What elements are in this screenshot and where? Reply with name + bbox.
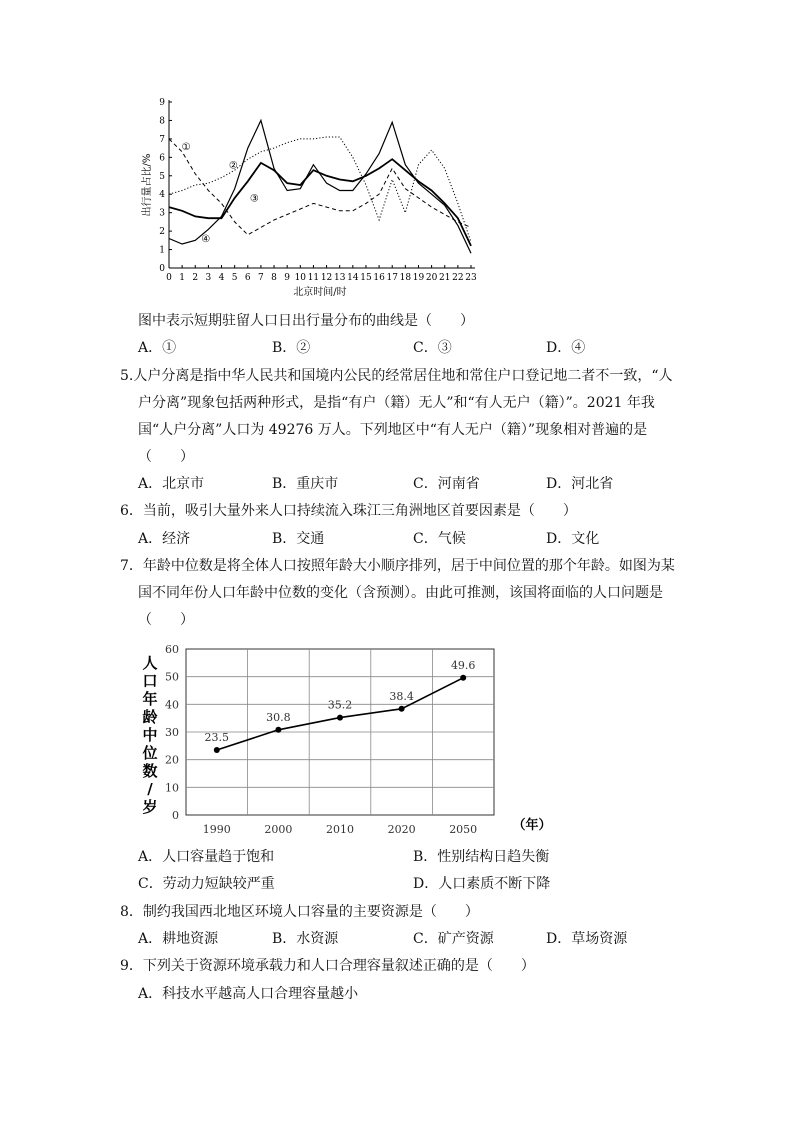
series-line bbox=[217, 678, 463, 750]
data-label: 49.6 bbox=[450, 658, 476, 672]
x-tick-label: 12 bbox=[320, 273, 333, 283]
median-age-chart bbox=[140, 638, 552, 838]
x-tick-label: 10 bbox=[294, 273, 307, 283]
q6-option-d[interactable]: D．文化 bbox=[546, 531, 600, 547]
x-tick-label: 2020 bbox=[387, 823, 416, 836]
data-label: 30.8 bbox=[266, 710, 291, 724]
x-tick-label: 2000 bbox=[264, 823, 293, 836]
y-axis-title-char: 龄 bbox=[142, 708, 158, 726]
q7-stem-line-3: （ ） bbox=[138, 612, 194, 628]
x-tick-label: 17 bbox=[386, 273, 398, 283]
x-tick-label: 11 bbox=[307, 273, 320, 283]
y-axis-title: 出行量占比/% bbox=[142, 153, 153, 217]
q5-stem-line-2: 户分离”现象包括两种形式，是指“有户（籍）无人”和“有人无户（籍）”。2021 年我 bbox=[138, 395, 655, 411]
x-tick-label: 14 bbox=[347, 273, 359, 283]
y-tick-label: 60 bbox=[165, 643, 179, 656]
y-axis-title-char: 口 bbox=[142, 672, 158, 690]
q7-stem-line-1: 7．年龄中位数是将全体人口按照年龄大小顺序排列，居于中间位置的那个年龄。如图为某 bbox=[120, 558, 675, 574]
q5-stem-line-1: 5.人户分离是指中华人民共和国境内公民的经常居住地和常住户口登记地二者不一致，“人 bbox=[120, 368, 673, 384]
x-tick-label: 18 bbox=[399, 273, 412, 283]
x-tick-label: 8 bbox=[271, 273, 277, 283]
q7-stem-line-2: 国不同年份人口年龄中位数的变化（含预测）。由此可推测，该国将面临的人口问题是 bbox=[138, 585, 663, 601]
q6-option-a[interactable]: A．经济 bbox=[138, 531, 191, 547]
x-tick-label: 3 bbox=[205, 273, 212, 283]
y-tick-label: 5 bbox=[159, 171, 165, 182]
y-tick-label: 30 bbox=[165, 726, 179, 739]
y-axis-title-char: 中 bbox=[142, 726, 158, 744]
x-tick-label: 7 bbox=[258, 273, 264, 283]
y-tick-label: 0 bbox=[172, 809, 179, 822]
q6-option-c[interactable]: C．气候 bbox=[413, 531, 466, 547]
q5-option-d[interactable]: D．河北省 bbox=[546, 476, 614, 492]
q8-option-c[interactable]: C．矿产资源 bbox=[413, 931, 494, 947]
data-point bbox=[399, 706, 405, 712]
q5-option-b[interactable]: B．重庆市 bbox=[272, 476, 339, 492]
x-tick-label: 0 bbox=[166, 273, 172, 283]
q4-stem: 图中表示短期驻留人口日出行量分布的曲线是（ ） bbox=[138, 313, 474, 329]
q8-option-b[interactable]: B．水资源 bbox=[272, 931, 339, 947]
data-point bbox=[460, 675, 466, 681]
data-label: 38.4 bbox=[389, 689, 414, 703]
x-tick-label: 9 bbox=[284, 273, 291, 283]
data-point bbox=[275, 727, 281, 733]
x-axis-title: 北京时间/时 bbox=[293, 287, 347, 298]
y-tick-label: 8 bbox=[159, 116, 165, 127]
series-label-2: ② bbox=[228, 160, 238, 172]
y-axis-title-char: 岁 bbox=[142, 798, 158, 816]
x-tick-label: 1990 bbox=[202, 823, 231, 836]
y-tick-label: 50 bbox=[165, 670, 179, 684]
x-tick-label: 19 bbox=[412, 273, 425, 283]
y-axis-title-char: 人 bbox=[142, 654, 158, 672]
y-axis-title-char: 年 bbox=[142, 690, 158, 708]
x-tick-label: 21 bbox=[439, 273, 451, 283]
y-tick-label: 7 bbox=[159, 134, 165, 145]
q6-stem: 6．当前，吸引大量外来人口持续流入珠江三角洲地区首要因素是（ ） bbox=[120, 503, 577, 519]
y-tick-label: 20 bbox=[165, 753, 179, 767]
y-tick-label: 2 bbox=[159, 227, 165, 238]
data-point bbox=[214, 747, 220, 753]
x-tick-label: 23 bbox=[465, 273, 477, 283]
x-tick-label: 22 bbox=[452, 273, 464, 283]
y-axis-title-char: / bbox=[147, 780, 153, 798]
series-label-1: ① bbox=[181, 141, 191, 153]
x-tick-label: 13 bbox=[333, 273, 346, 283]
x-axis-title: （年） bbox=[512, 818, 552, 833]
q7-option-c[interactable]: C．劳动力短缺较严重 bbox=[138, 876, 275, 892]
q7-option-d[interactable]: D．人口素质不断下降 bbox=[413, 876, 551, 892]
q8-stem: 8．制约我国西北地区环境人口容量的主要资源是（ ） bbox=[120, 904, 479, 920]
y-tick-label: 40 bbox=[165, 698, 179, 712]
y-tick-label: 9 bbox=[159, 98, 165, 108]
x-tick-label: 4 bbox=[218, 273, 225, 283]
q5-stem-line-4: （ ） bbox=[138, 449, 194, 465]
q4-option-b[interactable]: B．② bbox=[272, 340, 311, 356]
x-tick-label: 20 bbox=[425, 273, 438, 283]
q7-option-b[interactable]: B．性别结构日趋失衡 bbox=[413, 849, 550, 865]
x-tick-label: 15 bbox=[360, 273, 372, 283]
y-tick-label: 3 bbox=[159, 208, 165, 219]
y-tick-label: 4 bbox=[159, 190, 165, 201]
data-label: 35.2 bbox=[327, 698, 353, 712]
q4-option-d[interactable]: D．④ bbox=[546, 340, 586, 356]
series-label-4: ④ bbox=[201, 234, 211, 246]
q4-option-c[interactable]: C．③ bbox=[413, 340, 452, 356]
data-label: 23.5 bbox=[204, 730, 230, 744]
x-tick-label: 6 bbox=[244, 273, 251, 283]
x-tick-label: 2 bbox=[192, 273, 199, 283]
series-label-3: ③ bbox=[249, 193, 259, 205]
q9-option-a[interactable]: A．科技水平越高人口合理容量越小 bbox=[138, 986, 359, 1002]
q8-option-a[interactable]: A．耕地资源 bbox=[138, 931, 219, 947]
q7-option-a[interactable]: A．人口容量趋于饱和 bbox=[138, 849, 275, 865]
y-tick-label: 0 bbox=[159, 264, 165, 274]
x-tick-label: 2050 bbox=[449, 823, 478, 836]
y-tick-label: 10 bbox=[165, 781, 179, 795]
q6-option-b[interactable]: B．交通 bbox=[272, 531, 325, 547]
q8-option-d[interactable]: D．草场资源 bbox=[546, 931, 628, 947]
y-axis-title-char: 位 bbox=[142, 744, 158, 762]
q9-stem: 9．下列关于资源环境承载力和人口合理容量叙述正确的是（ ） bbox=[120, 958, 535, 974]
q5-stem-line-3: 国“人户分离”人口为 49276 万人。下列地区中“有人无户（籍）”现象相对普遍的是 bbox=[138, 422, 648, 438]
x-tick-label: 5 bbox=[231, 273, 238, 283]
trip-distribution-chart bbox=[130, 92, 490, 307]
data-point bbox=[337, 715, 343, 721]
y-axis-title-char: 数 bbox=[142, 762, 158, 780]
q4-option-a[interactable]: A．① bbox=[138, 340, 177, 356]
q5-option-c[interactable]: C．河南省 bbox=[413, 476, 480, 492]
y-tick-label: 1 bbox=[159, 245, 165, 256]
y-tick-label: 6 bbox=[159, 153, 165, 164]
x-tick-label: 1 bbox=[179, 273, 185, 283]
x-tick-label: 2010 bbox=[326, 823, 354, 836]
x-tick-label: 16 bbox=[373, 273, 385, 283]
q5-option-a[interactable]: A．北京市 bbox=[138, 476, 205, 492]
